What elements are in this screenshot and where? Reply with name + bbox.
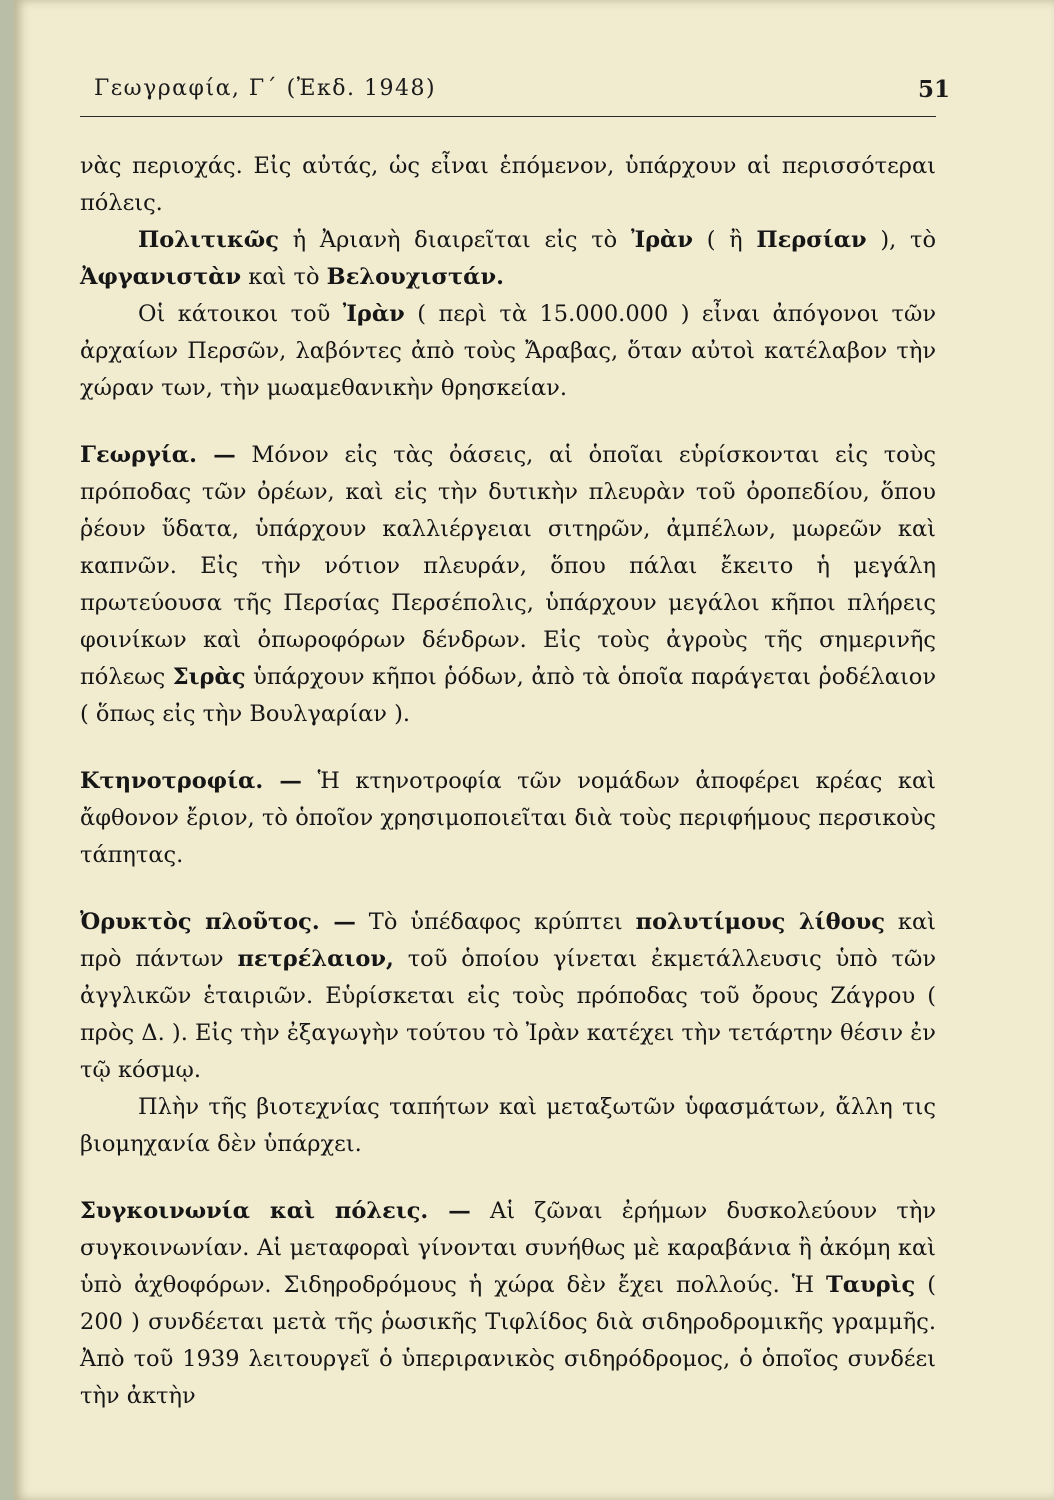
text-run: Μόνον εἰς τὰς ὀάσεις, αἱ ὁποῖαι εὑρίσκονται εἰς τοὺς πρόποδας τῶν ὀρέων, καὶ εἰς τὴν δυτικὴν πλευρὰν τοῦ ὀροπεδίου, ὅπου ῥέουν ὕδατα, ὑπάρχουν καλλιέργειαι σιτηρῶν, ἀμπέλων, μωρεῶν καὶ καπνῶν. Εἰς τὴν νότιον πλευράν, ὅπου πάλαι ἔκειτο ἡ μεγάλη πρωτεύουσα τῆς Περσίας Περσέπολις, ὑπάρχουν μεγάλοι κῆποι πλήρεις φοινίκων καὶ ὀπωροφόρων δένδρων. Εἰς τοὺς ἀγροὺς τῆς σημερινῆς πόλεως — [80, 442, 937, 690]
text-run: ἡ Ἀριανὴ διαιρεῖται εἰς τὸ — [278, 227, 631, 253]
bold-term: πετρέλαιον, — [237, 946, 394, 972]
text-run: τοῦ ὁποίου γίνεται ἐκμετάλλευσις ὑπὸ τῶν ἀγγλικῶν ἑταιριῶν. Εὑρίσκεται εἰς τοὺς πρόποδας τοῦ ὄρους Ζάγρου ( πρὸς Δ. ). Εἰς τὴν ἐξαγωγὴν τούτου τὸ Ἰρὰν κατέχει τὴν τετάρτην θέσιν ἐν τῷ κόσμῳ. — [80, 946, 936, 1083]
paragraph-continuation — [80, 148, 936, 222]
bold-term: Ταυρὶς — [826, 1272, 916, 1298]
bold-term: Βελουχιστάν. — [326, 264, 504, 290]
bold-term: Περσίαν — [756, 227, 867, 253]
bold-term: Σιρὰς — [172, 664, 246, 690]
paragraph-industry — [80, 1089, 936, 1163]
body-text — [80, 148, 936, 1415]
text-run: ( 200 ) συνδέεται μετὰ τῆς ῥωσικῆς Τιφλίδος διὰ σιδηροδρομικῆς γραμμῆς. Ἀπὸ τοῦ 1939 λειτουργεῖ ὁ ὑπεριρανικὸς σιδηρόδρομος, ὁ ὁποῖος συνδέει τὴν ἀκτὴν — [80, 1272, 936, 1409]
section-heading: Κτηνοτροφία. — — [80, 768, 302, 794]
running-title: Γεωγραφία, Γ΄ (Ἐκδ. 1948) — [94, 76, 437, 101]
text-run: καὶ τὸ — [241, 264, 327, 290]
header-rule — [80, 116, 936, 117]
bold-term: πολυτίμους λίθους — [635, 909, 885, 935]
page-header — [94, 76, 950, 112]
page-number: 51 — [917, 76, 950, 103]
paragraph-agriculture — [80, 437, 936, 733]
section-heading: Ὀρυκτὸς πλοῦτος. — — [80, 909, 356, 935]
bold-term: Ἀφγανιστὰν — [80, 264, 242, 290]
text-run: νὰς περιοχάς. Εἰς αὐτάς, ὡς εἶναι ἑπόμενον, ὑπάρχουν αἱ περισσότεραι πόλεις. — [80, 153, 936, 216]
text-run: ὑπάρχουν κῆποι ῥόδων, ἀπὸ τὰ ὁποῖα παράγεται ῥοδέλαιον ( ὅπως εἰς τὴν Βουλγαρίαν ). — [80, 664, 936, 727]
text-run: καὶ πρὸ πάντων — [80, 909, 936, 972]
section-heading: Συγκοινωνία καὶ πόλεις. — — [80, 1198, 471, 1224]
text-run: ( ἢ — [692, 227, 757, 253]
text-run: ( περὶ τὰ 15.000.000 ) εἶναι ἀπόγονοι τῶν ἀρχαίων Περσῶν, λαβόντες ἀπὸ τοὺς Ἄραβας, ὅταν αὐτοὶ κατέλαβον τὴν χώραν των, τὴν μωαμεθανικὴν θρησκείαν. — [80, 301, 936, 401]
bold-term: Ἰρὰν — [342, 301, 405, 327]
paragraph-mineral-wealth — [80, 904, 936, 1089]
paragraph-political-division — [80, 222, 936, 296]
bold-term: Πολιτικῶς — [138, 227, 279, 253]
bold-term: Ἰρὰν — [630, 227, 693, 253]
paragraph-inhabitants — [80, 296, 936, 407]
text-run: Ἡ κτηνοτροφία τῶν νομάδων ἀποφέρει κρέας καὶ ἄφθονον ἔριον, τὸ ὁποῖον χρησιμοποιεῖται διὰ τοὺς περιφήμους περσικοὺς τάπητας. — [80, 768, 936, 868]
text-run: Αἱ ζῶναι ἐρήμων δυσκολεύουν τὴν συγκοινωνίαν. Αἱ μεταφοραὶ γίνονται συνήθως μὲ καραβάνια ἢ ἀκόμη καὶ ὑπὸ ἀχθοφόρων. Σιδηροδρόμους ἡ χώρα δὲν ἔχει πολλούς. Ἡ — [80, 1198, 936, 1298]
paragraph-transport-cities — [80, 1193, 936, 1415]
text-run: Οἱ κάτοικοι τοῦ — [138, 301, 343, 327]
text-run: Τὸ ὑπέδαφος κρύπτει — [355, 909, 636, 935]
paragraph-livestock — [80, 763, 936, 874]
section-heading: Γεωργία. — — [80, 442, 236, 468]
text-run: ), τὸ — [866, 227, 937, 253]
text-run: Πλὴν τῆς βιοτεχνίας ταπήτων καὶ μεταξωτῶν ὑφασμάτων, ἄλλη τις βιομηχανία δὲν ὑπάρχει. — [80, 1094, 936, 1157]
